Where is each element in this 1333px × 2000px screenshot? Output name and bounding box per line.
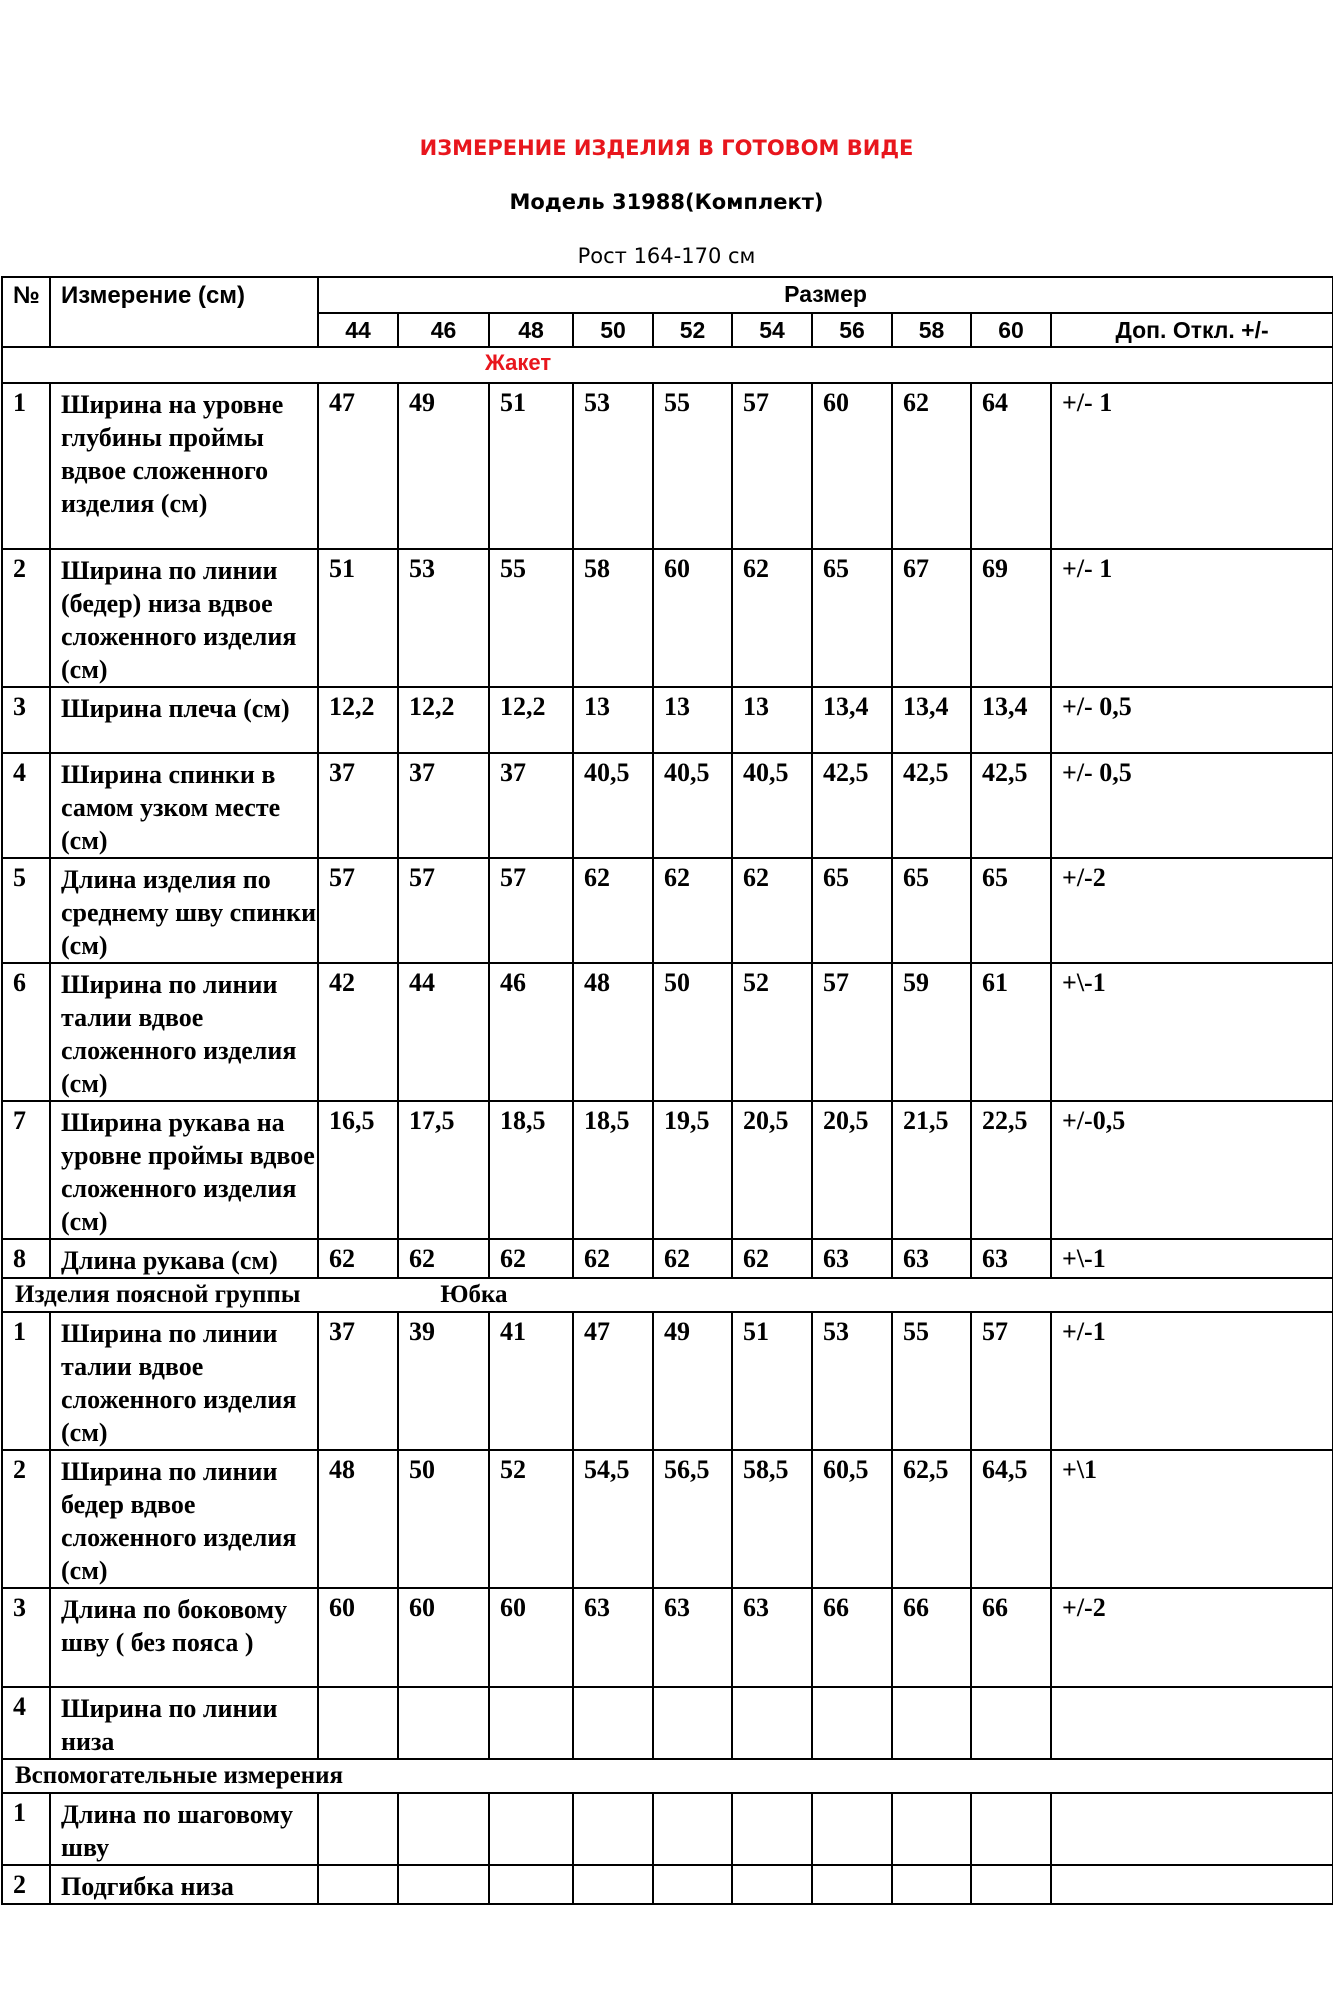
- value-cell: 53: [812, 1312, 892, 1450]
- table-row: [2, 383, 1333, 549]
- value-cell: 66: [812, 1588, 892, 1687]
- value-cell: [892, 1793, 971, 1865]
- value-cell: 57: [398, 858, 489, 963]
- value-cell: 62: [732, 858, 812, 963]
- value-cell: 51: [489, 383, 573, 549]
- value-cell: 42,5: [971, 753, 1051, 858]
- row-label: Ширина на уровне глубины проймы вдвое сложенного изделия (см): [50, 383, 318, 549]
- value-cell: [398, 1687, 489, 1759]
- size-header-cell: 58: [892, 313, 971, 347]
- size-header-cell: 52: [653, 313, 732, 347]
- row-label: Ширина по линии бедер вдвое сложенного изделия (см): [50, 1450, 318, 1588]
- row-number: 1: [2, 1312, 50, 1450]
- table-row: [2, 1588, 1333, 1687]
- value-cell: 41: [489, 1312, 573, 1450]
- section-waist-group: [2, 1278, 1333, 1312]
- table-row: [2, 1239, 1333, 1278]
- section-jacket: Жакет: [2, 347, 1333, 383]
- value-cell: 63: [971, 1239, 1051, 1278]
- value-cell: [318, 1793, 398, 1865]
- section-aux: Вспомогательные измерения: [2, 1759, 1333, 1793]
- value-cell: 55: [489, 549, 573, 687]
- value-cell: 60: [318, 1588, 398, 1687]
- header-size: Размер: [318, 277, 1333, 313]
- value-cell: 47: [573, 1312, 653, 1450]
- size-header-cell: 48: [489, 313, 573, 347]
- row-label: Ширина по линии (бедер) низа вдвое сложенного изделия (см): [50, 549, 318, 687]
- value-cell: 62: [732, 549, 812, 687]
- tolerance-cell: +/-2: [1051, 858, 1333, 963]
- value-cell: 63: [892, 1239, 971, 1278]
- row-label: Подгибка низа: [50, 1865, 318, 1904]
- value-cell: 40,5: [653, 753, 732, 858]
- tolerance-cell: [1051, 1687, 1333, 1759]
- value-cell: [653, 1865, 732, 1904]
- value-cell: 60: [398, 1588, 489, 1687]
- table-row: [2, 963, 1333, 1101]
- value-cell: 65: [971, 858, 1051, 963]
- row-number: 4: [2, 1687, 50, 1759]
- value-cell: 49: [653, 1312, 732, 1450]
- value-cell: 54,5: [573, 1450, 653, 1588]
- value-cell: [398, 1793, 489, 1865]
- value-cell: 57: [318, 858, 398, 963]
- value-cell: 60: [653, 549, 732, 687]
- value-cell: 37: [318, 753, 398, 858]
- value-cell: 12,2: [398, 687, 489, 753]
- table-row: [2, 1101, 1333, 1239]
- value-cell: 44: [398, 963, 489, 1101]
- header-no: №: [2, 277, 50, 347]
- value-cell: [732, 1793, 812, 1865]
- page-title: ИЗМЕРЕНИЕ ИЗДЕЛИЯ В ГОТОВОМ ВИДЕ: [419, 136, 914, 160]
- value-cell: 63: [812, 1239, 892, 1278]
- value-cell: [489, 1793, 573, 1865]
- table-row: [2, 1312, 1333, 1450]
- value-cell: 62: [653, 858, 732, 963]
- value-cell: [812, 1865, 892, 1904]
- size-header-cell: 50: [573, 313, 653, 347]
- table-row: [2, 1450, 1333, 1588]
- value-cell: 39: [398, 1312, 489, 1450]
- value-cell: 60,5: [812, 1450, 892, 1588]
- value-cell: 65: [812, 549, 892, 687]
- row-label: Длина рукава (см): [50, 1239, 318, 1278]
- value-cell: [653, 1687, 732, 1759]
- tolerance-cell: +/- 1: [1051, 549, 1333, 687]
- value-cell: 57: [732, 383, 812, 549]
- value-cell: 42,5: [892, 753, 971, 858]
- row-number: 2: [2, 549, 50, 687]
- value-cell: 62: [573, 858, 653, 963]
- value-cell: [398, 1865, 489, 1904]
- tolerance-cell: +/-0,5: [1051, 1101, 1333, 1239]
- value-cell: 66: [971, 1588, 1051, 1687]
- value-cell: 66: [892, 1588, 971, 1687]
- table-row: [2, 687, 1333, 753]
- value-cell: 12,2: [489, 687, 573, 753]
- row-label: Длина изделия по среднему шву спинки (см): [50, 858, 318, 963]
- value-cell: 62,5: [892, 1450, 971, 1588]
- value-cell: 67: [892, 549, 971, 687]
- row-number: 1: [2, 1793, 50, 1865]
- value-cell: [318, 1865, 398, 1904]
- value-cell: 62: [573, 1239, 653, 1278]
- value-cell: 46: [489, 963, 573, 1101]
- value-cell: [573, 1793, 653, 1865]
- value-cell: [812, 1793, 892, 1865]
- value-cell: 13,4: [971, 687, 1051, 753]
- value-cell: 21,5: [892, 1101, 971, 1239]
- row-number: 1: [2, 383, 50, 549]
- tolerance-cell: +\-1: [1051, 1239, 1333, 1278]
- size-header-cell: 46: [398, 313, 489, 347]
- row-number: 2: [2, 1450, 50, 1588]
- value-cell: 60: [489, 1588, 573, 1687]
- value-cell: [892, 1865, 971, 1904]
- value-cell: 62: [318, 1239, 398, 1278]
- tolerance-cell: +\1: [1051, 1450, 1333, 1588]
- value-cell: [318, 1687, 398, 1759]
- measurement-table: [1, 276, 1333, 1905]
- header-measure: Измерение (см): [50, 277, 318, 347]
- row-number: 5: [2, 858, 50, 963]
- tolerance-cell: +/- 0,5: [1051, 753, 1333, 858]
- tolerance-cell: +/-1: [1051, 1312, 1333, 1450]
- value-cell: 62: [489, 1239, 573, 1278]
- row-label: Ширина по линии талии вдвое сложенного изделия (см): [50, 963, 318, 1101]
- size-header-cell: 54: [732, 313, 812, 347]
- tolerance-header: Доп. Откл. +/-: [1051, 313, 1333, 347]
- value-cell: 55: [653, 383, 732, 549]
- value-cell: 20,5: [732, 1101, 812, 1239]
- value-cell: 12,2: [318, 687, 398, 753]
- value-cell: 60: [812, 383, 892, 549]
- row-number: 6: [2, 963, 50, 1101]
- value-cell: [971, 1687, 1051, 1759]
- value-cell: [489, 1687, 573, 1759]
- row-label: Ширина плеча (см): [50, 687, 318, 753]
- value-cell: 13: [653, 687, 732, 753]
- height-label: Рост 164-170 см: [577, 244, 756, 268]
- row-number: 8: [2, 1239, 50, 1278]
- value-cell: 40,5: [573, 753, 653, 858]
- value-cell: 53: [398, 549, 489, 687]
- value-cell: [573, 1865, 653, 1904]
- value-cell: 65: [892, 858, 971, 963]
- value-cell: 51: [732, 1312, 812, 1450]
- value-cell: 57: [489, 858, 573, 963]
- value-cell: [892, 1687, 971, 1759]
- skirt-label: Юбка: [440, 1281, 508, 1308]
- row-number: 2: [2, 1865, 50, 1904]
- row-label: Ширина по линии талии вдвое сложенного изделия (см): [50, 1312, 318, 1450]
- value-cell: [971, 1865, 1051, 1904]
- row-label: Ширина по линии низа: [50, 1687, 318, 1759]
- table-row: [2, 1793, 1333, 1865]
- value-cell: 13: [573, 687, 653, 753]
- value-cell: 50: [398, 1450, 489, 1588]
- row-label: Длина по боковому шву ( без пояса ): [50, 1588, 318, 1687]
- value-cell: 20,5: [812, 1101, 892, 1239]
- value-cell: 69: [971, 549, 1051, 687]
- value-cell: 19,5: [653, 1101, 732, 1239]
- value-cell: 18,5: [489, 1101, 573, 1239]
- value-cell: 42: [318, 963, 398, 1101]
- tolerance-cell: +\-1: [1051, 963, 1333, 1101]
- row-number: 3: [2, 1588, 50, 1687]
- table-row: [2, 1687, 1333, 1759]
- value-cell: [732, 1865, 812, 1904]
- value-cell: 56,5: [653, 1450, 732, 1588]
- value-cell: 13,4: [892, 687, 971, 753]
- size-header-cell: 60: [971, 313, 1051, 347]
- table-row: [2, 549, 1333, 687]
- value-cell: 62: [892, 383, 971, 549]
- value-cell: 37: [489, 753, 573, 858]
- value-cell: 64,5: [971, 1450, 1051, 1588]
- table-row: [2, 753, 1333, 858]
- value-cell: 52: [732, 963, 812, 1101]
- value-cell: 17,5: [398, 1101, 489, 1239]
- value-cell: 62: [653, 1239, 732, 1278]
- value-cell: 61: [971, 963, 1051, 1101]
- value-cell: 53: [573, 383, 653, 549]
- value-cell: [732, 1687, 812, 1759]
- value-cell: 52: [489, 1450, 573, 1588]
- tolerance-cell: +/-2: [1051, 1588, 1333, 1687]
- value-cell: 42,5: [812, 753, 892, 858]
- value-cell: 65: [812, 858, 892, 963]
- value-cell: 51: [318, 549, 398, 687]
- value-cell: 55: [892, 1312, 971, 1450]
- model-label: Модель 31988(Комплект): [509, 190, 824, 214]
- value-cell: 57: [812, 963, 892, 1101]
- row-label: Ширина спинки в самом узком месте (см): [50, 753, 318, 858]
- value-cell: 49: [398, 383, 489, 549]
- value-cell: 22,5: [971, 1101, 1051, 1239]
- row-number: 3: [2, 687, 50, 753]
- value-cell: 48: [318, 1450, 398, 1588]
- row-number: 7: [2, 1101, 50, 1239]
- value-cell: 58: [573, 549, 653, 687]
- value-cell: [653, 1793, 732, 1865]
- value-cell: 16,5: [318, 1101, 398, 1239]
- value-cell: 63: [732, 1588, 812, 1687]
- value-cell: 47: [318, 383, 398, 549]
- table-row: [2, 1865, 1333, 1904]
- value-cell: 48: [573, 963, 653, 1101]
- value-cell: [812, 1687, 892, 1759]
- value-cell: [573, 1687, 653, 1759]
- size-header-cell: 44: [318, 313, 398, 347]
- tolerance-cell: [1051, 1865, 1333, 1904]
- value-cell: 58,5: [732, 1450, 812, 1588]
- value-cell: 64: [971, 383, 1051, 549]
- value-cell: 37: [398, 753, 489, 858]
- value-cell: 13,4: [812, 687, 892, 753]
- value-cell: 40,5: [732, 753, 812, 858]
- value-cell: [971, 1793, 1051, 1865]
- value-cell: 37: [318, 1312, 398, 1450]
- value-cell: 50: [653, 963, 732, 1101]
- table-row: [2, 858, 1333, 963]
- value-cell: 18,5: [573, 1101, 653, 1239]
- row-label: Ширина рукава на уровне проймы вдвое сложенного изделия (см): [50, 1101, 318, 1239]
- tolerance-cell: +/- 0,5: [1051, 687, 1333, 753]
- row-label: Длина по шаговому шву: [50, 1793, 318, 1865]
- value-cell: 63: [573, 1588, 653, 1687]
- value-cell: 59: [892, 963, 971, 1101]
- value-cell: 57: [971, 1312, 1051, 1450]
- value-cell: [489, 1865, 573, 1904]
- row-number: 4: [2, 753, 50, 858]
- value-cell: 13: [732, 687, 812, 753]
- value-cell: 62: [732, 1239, 812, 1278]
- size-header-cell: 56: [812, 313, 892, 347]
- tolerance-cell: +/- 1: [1051, 383, 1333, 549]
- waist-group-label: Изделия поясной группы: [15, 1281, 301, 1308]
- value-cell: 62: [398, 1239, 489, 1278]
- value-cell: 63: [653, 1588, 732, 1687]
- tolerance-cell: [1051, 1793, 1333, 1865]
